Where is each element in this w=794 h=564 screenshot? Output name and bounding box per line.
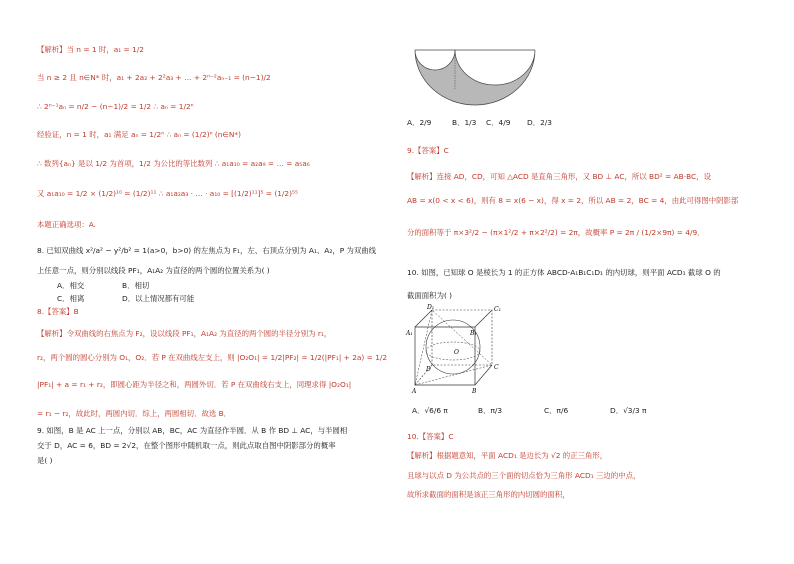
question-9-option-c: C．4/9 [486, 118, 511, 127]
solution-8-line-2: r₂，两个圆的圆心分别为 O₁，O₂．若 P 在双曲线左支上，则 |O₂O₁| = 1/2|PF₂| = 1/2(|PF₁| + 2a) = 1/2 [37, 353, 388, 362]
question-8-stem-2: 上任意一点，则分别以线段 PF₁，A₁A₂ 为直径的两个圆的位置关系为( ) [37, 266, 270, 275]
question-10-stem-2: 截面面积为( ) [407, 291, 453, 300]
question-10-option-c: C．π/6 [544, 406, 569, 415]
solution-7-line-5: ∴ 数列{aₙ} 是以 1/2 为首项，1/2 为公比的等比数列 ∴ a₁a₁₀ = a₂a₉ = … = a₅a₆ [37, 159, 310, 168]
question-9-stem: 9. 如图，B 是 AC 上一点，分别以 AB，BC，AC 为直径作半圆．从 B 作 BD ⊥ AC，与半圆相 [37, 426, 348, 435]
question-8-option-d: D．以上情况都有可能 [122, 294, 195, 303]
solution-9-line-2: AB = x(0 < x < 6)，则有 8 = x(6 − x)，得 x = 2，所以 AB = 2，BC = 4，由此可得图中阴影部 [407, 196, 739, 205]
question-9-stem-2: 交于 D，AC = 6，BD = 2√2，在整个图形中随机取一点，则此点取自图中阴影部分的概率 [37, 441, 336, 450]
solution-7-line-6: 又 a₁a₁₀ = 1/2 × (1/2)¹⁰ = (1/2)¹¹ ∴ a₁a₂a₃ · … · a₁₀ = [(1/2)¹¹]⁵ = (1/2)⁵⁵ [37, 189, 298, 198]
question-9-option-d: D．2/3 [527, 118, 552, 127]
shaded-region [415, 50, 535, 105]
solution-8-line-4: = r₁ − r₂，故此时，两圆内切．综上，两圆相切．故选 B． [37, 409, 232, 418]
question-10-stem: 10. 如图，已知球 O 是棱长为 1 的正方体 ABCD-A₁B₁C₁D₁ 的内切球，则平面 ACD₁ 截球 O 的 [407, 268, 721, 277]
solution-10-line-3: 故所求截面的面积是该正三角形的内切圆的面积， [407, 490, 570, 499]
question-10-option-d: D．√3/3 π [610, 406, 647, 415]
question-8-option-a: A．相交 [57, 281, 85, 290]
answer-8: 8.【答案】B [37, 307, 79, 316]
label-B: B [472, 388, 477, 395]
solution-7-conclusion: 本题正确选项：A. [37, 220, 97, 229]
solution-9-line-1: 【解析】连接 AD，CD，可知 △ACD 是直角三角形，又 BD ⊥ AC，所以 BD² = AB·BC，设 [407, 172, 711, 181]
label-D1: D₁ [427, 304, 435, 311]
cube-figure [406, 304, 505, 400]
label-O: O [454, 349, 459, 356]
label-D: D [426, 366, 431, 373]
solution-8-line-1: 【解析】令双曲线的右焦点为 F₂，设以线段 PF₁，A₁A₂ 为直径的两个圆的半径分别为 r₁， [37, 329, 332, 338]
solution-9-line-3: 分的面积等于 π×3²/2 − (π×1²/2 + π×2²/2) = 2π，故概率 P = 2π / (1/2×9π) = 4/9． [407, 228, 705, 237]
label-C1: C₁ [494, 306, 501, 313]
solution-10-line-1: 【解析】根据题意知，平面 ACD₁ 是边长为 √2 的正三角形， [407, 451, 608, 460]
cube-edge-3 [475, 365, 492, 385]
question-10-option-a: A．√6/6 π [412, 406, 448, 415]
cube-edge-2 [475, 310, 492, 327]
solution-7-line-3: ∴ 2ⁿ⁻¹aₙ = n/2 − (n−1)/2 = 1/2 ∴ aₙ = 1/2ⁿ [37, 102, 194, 111]
cube-front-face [415, 327, 475, 385]
question-10-option-b: B．π/3 [478, 406, 503, 415]
semicircle-figure [410, 45, 540, 105]
question-8-stem: 8. 已知双曲线 x²/a² − y²/b² = 1(a>0，b>0) 的左焦点为 F₁，左、右顶点分别为 A₁、A₂，P 为双曲线 [37, 246, 377, 255]
solution-7-line-1: 【解析】当 n = 1 时，a₁ = 1/2 [37, 45, 144, 54]
sphere-equator [426, 342, 480, 360]
question-9-stem-3: 是( ) [37, 456, 53, 465]
inscribed-sphere [426, 320, 480, 374]
question-9-option-a: A．2/9 [407, 118, 432, 127]
question-9-option-b: B．1/3 [452, 118, 477, 127]
cube-edge-1 [415, 310, 432, 327]
question-8-option-b: B．相切 [122, 281, 150, 290]
label-C: C [494, 364, 499, 371]
answer-9: 9.【答案】C [407, 146, 449, 155]
label-A: A [412, 388, 417, 395]
label-B1: B₁ [470, 330, 477, 337]
answer-10: 10.【答案】C [407, 432, 454, 441]
question-8-option-c: C．相离 [57, 294, 85, 303]
solution-7-line-4: 经验证，n = 1 时，a₁ 满足 aₙ = 1/2ⁿ ∴ aₙ = (1/2)ⁿ (n∈N*) [37, 130, 241, 139]
solution-10-line-2: 且球与以点 D 为公共点的三个面的切点恰为三角形 ACD₁ 三边的中点， [407, 471, 641, 480]
label-A1: A₁ [406, 330, 413, 337]
solution-7-line-2: 当 n ≥ 2 且 n∈N* 时，a₁ + 2a₂ + 2²a₃ + … + 2ⁿ⁻²aₙ₋₁ = (n−1)/2 [37, 73, 271, 82]
solution-8-line-3: |PF₁| + a = r₁ + r₂，即圆心距为半径之和，两圆外切．若 P 在双曲线右支上，同理求得 |O₂O₁| [37, 380, 352, 389]
